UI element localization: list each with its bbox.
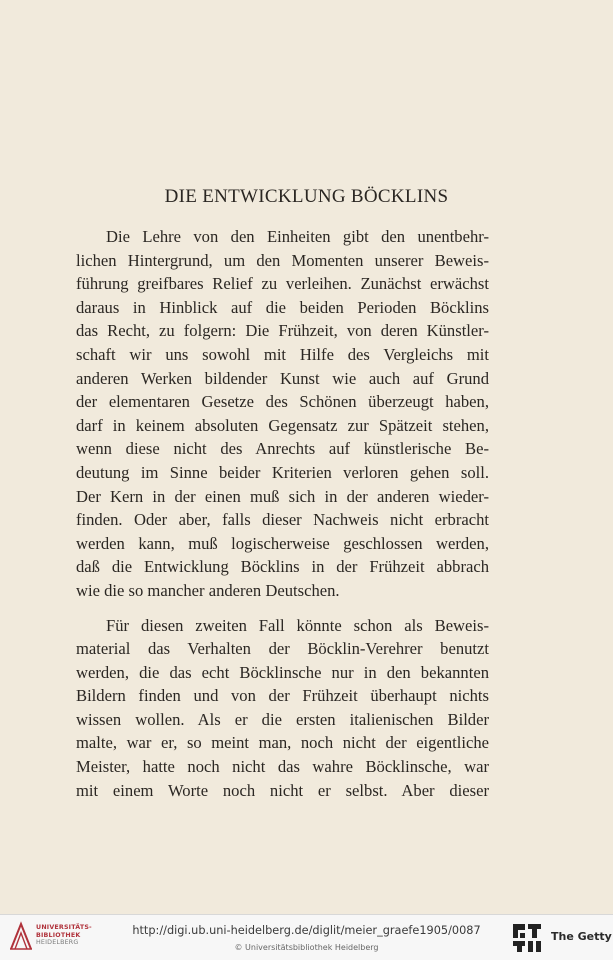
text-line: material das Verhalten der Böcklin-Verehrer benutzt	[76, 639, 489, 659]
text-line: wie die so mancher anderen Deutschen.	[76, 580, 340, 600]
partner-name: The Getty	[551, 930, 612, 943]
text-line: wissen wollen. Als er die ersten italienischen Bilder	[76, 709, 489, 729]
text-line: darf in keinem absoluten Gegensatz zur Spätzeit stehen,	[76, 415, 489, 435]
text-line: deutung im Sinne beider Kriterien verloren gehen soll.	[76, 462, 489, 482]
text-line: der elementaren Gesetze des Schönen überzeugt haben,	[76, 392, 489, 412]
chapter-heading: DIE ENTWICKLUNG BÖCKLINS	[164, 186, 449, 207]
text-line: führung greifbares Relief zu verleihen. Zunächst erwächst	[76, 274, 489, 294]
text-line: Für diesen zweiten Fall könnte schon als Beweis-	[106, 615, 489, 635]
text-line: werden, die das echt Böcklinsche nur in den bekannten	[76, 662, 489, 682]
text-line: werden kann, muß logischerweise geschlossen werden,	[76, 533, 489, 553]
library-logo-text: UNIVERSITÄTS- BIBLIOTHEK HEIDELBERG	[36, 924, 92, 946]
text-line: schaft wir uns sowohl mit Hilfe des Vergleichs mit	[76, 344, 489, 364]
text-line: das Recht, zu folgern: Die Frühzeit, von deren Künstler-	[76, 321, 489, 341]
text-line: Die Lehre von den Einheiten gibt den unentbehr-	[106, 227, 489, 246]
viewer-footer	[0, 914, 613, 960]
paragraph-2	[76, 614, 489, 803]
text-line: malte, war er, so meint man, noch nicht der eigentliche	[76, 733, 489, 753]
text-line: daraus in Hinblick auf die beiden Perioden Böcklins	[76, 297, 489, 317]
text-line: anderen Werken bildender Kunst wie auch auf Grund	[76, 368, 489, 388]
text-line: Der Kern in der einen muß sich in der anderen wieder-	[76, 486, 489, 506]
text-line: finden. Oder aber, falls dieser Nachweis nicht erbracht	[76, 510, 489, 530]
permalink-url[interactable]: http://digi.ub.uni-heidelberg.de/diglit/meier_graefe1905/0087	[132, 924, 481, 937]
getty-logo-icon	[512, 923, 542, 953]
text-line: Bildern finden und von der Frühzeit überhaupt nichts	[76, 686, 489, 706]
paragraph-1	[76, 225, 489, 603]
copyright-notice: © Universitätsbibliothek Heidelberg	[234, 943, 379, 952]
text-line: wenn diese nicht des Anrechts auf künstlerische Be-	[76, 439, 489, 459]
body-text	[76, 225, 489, 802]
text-line: mit einem Worte noch nicht er selbst. Aber dieser	[76, 780, 489, 800]
text-line: lichen Hintergrund, um den Momenten unserer Beweis-	[76, 250, 489, 270]
text-line: daß die Entwicklung Böcklins in der Frühzeit abbrach	[76, 557, 489, 577]
text-line: Meister, hatte noch nicht das wahre Böcklinsche, war	[76, 757, 489, 777]
